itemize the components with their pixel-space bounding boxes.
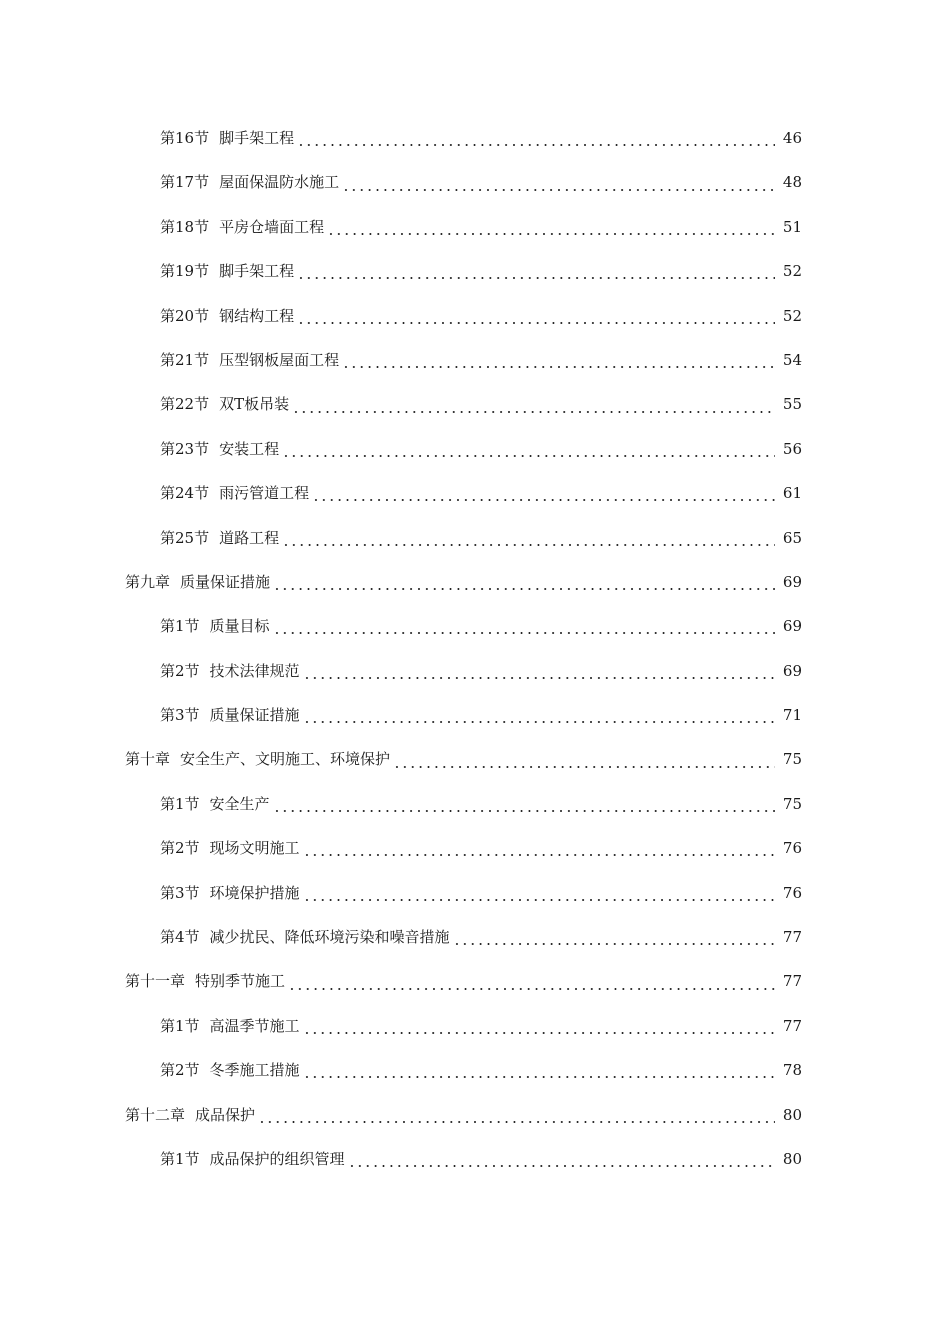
toc-chapter-entry[interactable] [0,560,950,604]
toc-entry-title: 减少扰民、降低环境污染和噪音措施 [209,928,450,947]
toc-chapter-entry[interactable] [0,737,950,781]
toc-entry-title: 安装工程 [219,439,280,458]
toc-section-entry[interactable] [0,782,950,826]
toc-dot-leader [393,750,775,770]
toc-entry-number: 第20节 [160,306,210,325]
toc-dot-leader [312,483,775,503]
toc-dot-leader [303,1016,775,1036]
toc-entry-number: 第1节 [160,617,200,636]
toc-dot-leader [303,705,775,725]
toc-entry-title: 平房仓墙面工程 [219,217,325,236]
toc-entry-number: 第24节 [160,484,210,503]
toc-entry-title: 成品保护的组织管理 [209,1149,345,1168]
toc-entry-title: 雨污管道工程 [219,484,310,503]
toc-entry-page-number: 75 [782,750,802,769]
toc-dot-leader [303,1060,775,1080]
table-of-contents [0,116,950,1181]
toc-dot-leader [453,927,775,947]
toc-entry-page-number: 61 [782,484,802,503]
toc-entry-page-number: 65 [782,528,802,547]
toc-entry-title: 压型钢板屋面工程 [219,350,340,369]
toc-dot-leader [282,439,775,459]
toc-entry-number: 第18节 [160,217,210,236]
toc-dot-leader [303,661,775,681]
toc-dot-leader [342,173,775,193]
toc-section-entry[interactable] [0,382,950,426]
toc-entry-page-number: 54 [782,350,802,369]
toc-dot-leader [348,1149,775,1169]
toc-entry-number: 第3节 [160,706,200,725]
toc-dot-leader [288,972,775,992]
toc-entry-title: 质量目标 [209,617,270,636]
toc-section-entry[interactable] [0,294,950,338]
toc-dot-leader [282,528,775,548]
toc-section-entry[interactable] [0,205,950,249]
toc-dot-leader [297,306,775,326]
toc-entry-number: 第23节 [160,439,210,458]
toc-section-entry[interactable] [0,915,950,959]
toc-section-entry[interactable] [0,427,950,471]
toc-entry-page-number: 48 [782,173,802,192]
toc-section-entry[interactable] [0,471,950,515]
toc-entry-page-number: 77 [782,928,802,947]
toc-entry-number: 第1节 [160,1149,200,1168]
toc-entry-number: 第22节 [160,395,210,414]
toc-entry-title: 道路工程 [219,528,280,547]
toc-entry-page-number: 55 [782,395,802,414]
toc-entry-title: 屋面保温防水施工 [219,173,340,192]
toc-section-entry[interactable] [0,1004,950,1048]
toc-entry-number: 第4节 [160,928,200,947]
toc-entry-title: 安全生产 [209,794,270,813]
toc-entry-number: 第十二章 [125,1105,186,1124]
toc-entry-page-number: 71 [782,706,802,725]
toc-entry-number: 第21节 [160,350,210,369]
toc-dot-leader [297,128,775,148]
toc-entry-page-number: 76 [782,839,802,858]
toc-entry-number: 第十章 [125,750,171,769]
toc-section-entry[interactable] [0,338,950,382]
toc-entry-title: 高温季节施工 [209,1016,300,1035]
toc-entry-page-number: 77 [782,972,802,991]
toc-section-entry[interactable] [0,693,950,737]
toc-entry-title: 质量保证措施 [180,572,271,591]
toc-entry-page-number: 69 [782,572,802,591]
toc-entry-page-number: 46 [782,129,802,147]
toc-entry-page-number: 77 [782,1016,802,1035]
toc-entry-page-number: 51 [782,217,802,236]
toc-chapter-entry[interactable] [0,1093,950,1137]
toc-entry-page-number: 76 [782,883,802,902]
toc-section-entry[interactable] [0,516,950,560]
toc-dot-leader [258,1105,775,1125]
toc-entry-number: 第2节 [160,839,200,858]
toc-entry-title: 技术法律规范 [209,661,300,680]
toc-dot-leader [303,838,775,858]
toc-section-entry[interactable] [0,649,950,693]
toc-chapter-entry[interactable] [0,959,950,1003]
toc-entry-number: 第2节 [160,661,200,680]
toc-entry-title: 环境保护措施 [209,883,300,902]
toc-section-entry[interactable] [0,604,950,648]
toc-entry-page-number: 56 [782,439,802,458]
toc-dot-leader [342,350,775,370]
toc-entry-page-number: 52 [782,262,802,281]
toc-entry-title: 冬季施工措施 [209,1061,300,1080]
toc-entry-number: 第25节 [160,528,210,547]
toc-entry-title: 特别季节施工 [195,972,286,991]
toc-entry-page-number: 80 [782,1149,802,1168]
toc-entry-title: 成品保护 [195,1105,256,1124]
toc-entry-number: 第九章 [125,572,171,591]
toc-entry-page-number: 52 [782,306,802,325]
toc-dot-leader [292,395,775,415]
toc-entry-title: 安全生产、文明施工、环境保护 [180,750,391,769]
toc-entry-title: 脚手架工程 [219,129,295,147]
toc-entry-title: 钢结构工程 [219,306,295,325]
toc-section-entry[interactable] [0,249,950,293]
toc-entry-title: 质量保证措施 [209,706,300,725]
toc-entry-number: 第1节 [160,794,200,813]
toc-entry-page-number: 80 [782,1105,802,1124]
toc-section-entry[interactable] [0,116,950,160]
toc-entry-page-number: 75 [782,794,802,813]
toc-dot-leader [273,794,775,814]
toc-section-entry[interactable] [0,826,950,870]
toc-entry-title: 双T板吊装 [219,395,290,414]
toc-entry-title: 现场文明施工 [209,839,300,858]
toc-section-entry[interactable] [0,160,950,204]
toc-entry-page-number: 69 [782,617,802,636]
toc-section-entry[interactable] [0,871,950,915]
toc-section-entry[interactable] [0,1048,950,1092]
toc-entry-page-number: 78 [782,1061,802,1080]
toc-entry-title: 脚手架工程 [219,262,295,281]
toc-entry-number: 第2节 [160,1061,200,1080]
toc-entry-number: 第17节 [160,173,210,192]
toc-entry-number: 第16节 [160,129,210,147]
toc-entry-number: 第19节 [160,262,210,281]
toc-dot-leader [273,572,775,592]
toc-entry-page-number: 69 [782,661,802,680]
toc-dot-leader [297,261,775,281]
toc-section-entry[interactable] [0,1137,950,1181]
toc-dot-leader [303,883,775,903]
toc-entry-number: 第1节 [160,1016,200,1035]
toc-dot-leader [327,217,775,237]
toc-entry-number: 第3节 [160,883,200,902]
toc-entry-number: 第十一章 [125,972,186,991]
toc-dot-leader [273,616,775,636]
